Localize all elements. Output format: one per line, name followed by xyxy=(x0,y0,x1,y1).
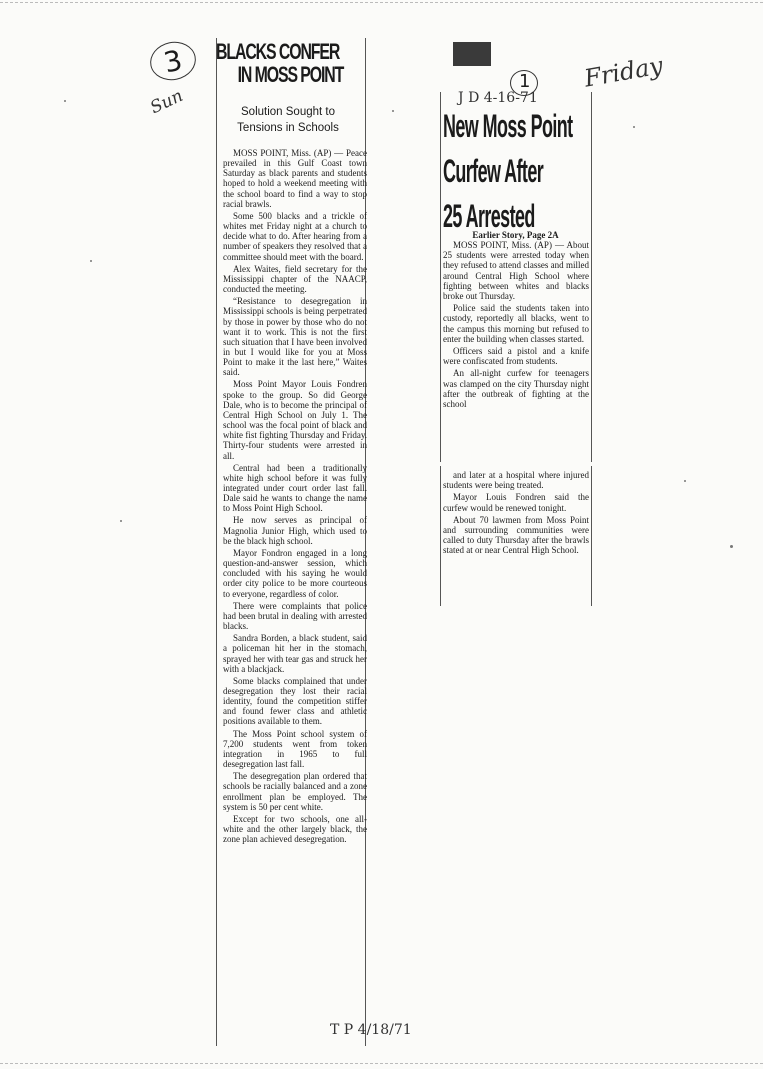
deck-subheadline: Solution Sought to Tensions in Schools xyxy=(237,106,339,134)
headline-new-curfew xyxy=(443,104,589,239)
headline-line: BLACKS CONFER xyxy=(216,39,340,64)
scan-speck xyxy=(633,126,635,128)
article-paragraph: “Resistance to desegregation in Mississippi schools is being perpetrated by those in power by those who do not want it to work. This is not the first such situation that I have been involved in but I would like for you at Moss Point to make it the last here,” Waites said. xyxy=(223,296,367,378)
article-paragraph: An all-night curfew for teenagers was clamped on the city Thursday night after the outbreak of fighting at the school xyxy=(443,368,589,410)
headline-line: New Moss Point xyxy=(443,108,573,144)
circled-number-1: 1 xyxy=(510,70,538,96)
article-paragraph: Mayor Fondron engaged in a long question-and-answer session, which concluded with his saying he would order city police to be more courteous to everyone, regardless of color. xyxy=(223,547,367,599)
article-paragraph: Police said the students taken into custody, reportedly all blacks, went to the campus this morning but refused to enter the building when classes started. xyxy=(443,303,589,344)
article-paragraph: There were complaints that police had been brutal in dealing with arrested blacks. xyxy=(223,600,367,632)
article-paragraph: About 70 lawmen from Moss Point and surrounding communities were called to duty Thursday after the brawls stated at or near Central High School. xyxy=(443,514,589,556)
handwritten-date-tp: T P 4/18/71 xyxy=(330,1022,412,1038)
top-edge-dashes xyxy=(0,2,763,3)
handwritten-friday: Friday xyxy=(582,51,665,93)
article-body-2-top xyxy=(443,240,589,462)
earlier-story-reference: Earlier Story, Page 2A xyxy=(472,230,559,240)
article-paragraph: Some 500 blacks and a trickle of whites met Friday night at a church to decide what to do. After hearing from a number of speakers they resolved that a committee should meet with the board. xyxy=(223,210,367,262)
headline-blacks-confer xyxy=(216,40,364,86)
bottom-edge-dashes xyxy=(0,1063,763,1064)
scan-speck xyxy=(684,480,686,482)
article-body-1 xyxy=(223,148,367,1038)
article-paragraph: The Moss Point school system of 7,200 students went from token integration in 1965 to full desegregation last fall. xyxy=(223,728,367,770)
handwritten-sun: Sun xyxy=(147,85,187,119)
article-paragraph: He now serves as principal of Magnolia Junior High, which used to be the black high school. xyxy=(223,515,367,546)
circled-number-3: 3 xyxy=(147,38,200,85)
article-paragraph: Moss Point Mayor Louis Fondren spoke to the group. So did George Dale, who is to become the principal of Central High School on July 1. The school was the focal point of black and white fist fighting Thursday and Friday. Thirty-four students were arrested in all. xyxy=(223,379,367,461)
headline-line: IN MOSS POINT xyxy=(237,62,344,87)
article-paragraph: Mayor Louis Fondren said the curfew would be renewed tonight. xyxy=(443,492,589,513)
article-paragraph: Sandra Borden, a black student, said a policeman hit her in the stomach, sprayed her with tear gas and struck her with a blackjack. xyxy=(223,633,367,674)
article-paragraph: Central had been a traditionally white high school before it was fully integrated under court order last fall. Dale said he wants to change the name to Moss Point High School. xyxy=(223,462,367,514)
scan-speck xyxy=(64,100,66,102)
article-paragraph: The desegregation plan ordered that schools be racially balanced and a zone enrollment plan be employed. The system is 50 per cent white. xyxy=(223,771,367,812)
article-paragraph: Except for two schools, one all-white and the other largely black, the zone plan achieved desegregation. xyxy=(223,813,367,845)
headline-line: Curfew After xyxy=(443,153,544,189)
article-body-2-bottom xyxy=(443,470,589,604)
article-paragraph: MOSS POINT, Miss. (AP) — About 25 students were arrested today when they refused to attend classes and milled around Central High School where fighting between whites and blacks broke out Thursday. xyxy=(443,240,589,302)
article-paragraph: MOSS POINT, Miss. (AP) — Peace prevailed in this Gulf Coast town Saturday as black parents and students hoped to hold a weekend meeting with the school board to find a way to stop racial brawls. xyxy=(223,148,367,209)
tape-mark xyxy=(453,42,491,66)
headline-line: 25 Arrested xyxy=(443,198,535,234)
scan-speck xyxy=(730,545,733,548)
article-paragraph: Alex Waites, field secretary for the Mississippi chapter of the NAACP, conducted the meeting. xyxy=(223,263,367,295)
scan-speck xyxy=(120,520,122,522)
article-paragraph: Some blacks complained that under desegregation they lost their racial identity, found the competition stiffer and found fewer class and athletic positions available to them. xyxy=(223,675,367,727)
article-paragraph: Officers said a pistol and a knife were confiscated from students. xyxy=(443,346,589,367)
article-paragraph: and later at a hospital where injured students were being treated. xyxy=(443,470,589,491)
handwritten-date-jd: J D 4-16-71 xyxy=(458,90,538,106)
scan-speck xyxy=(392,110,394,112)
scan-speck xyxy=(90,260,92,262)
